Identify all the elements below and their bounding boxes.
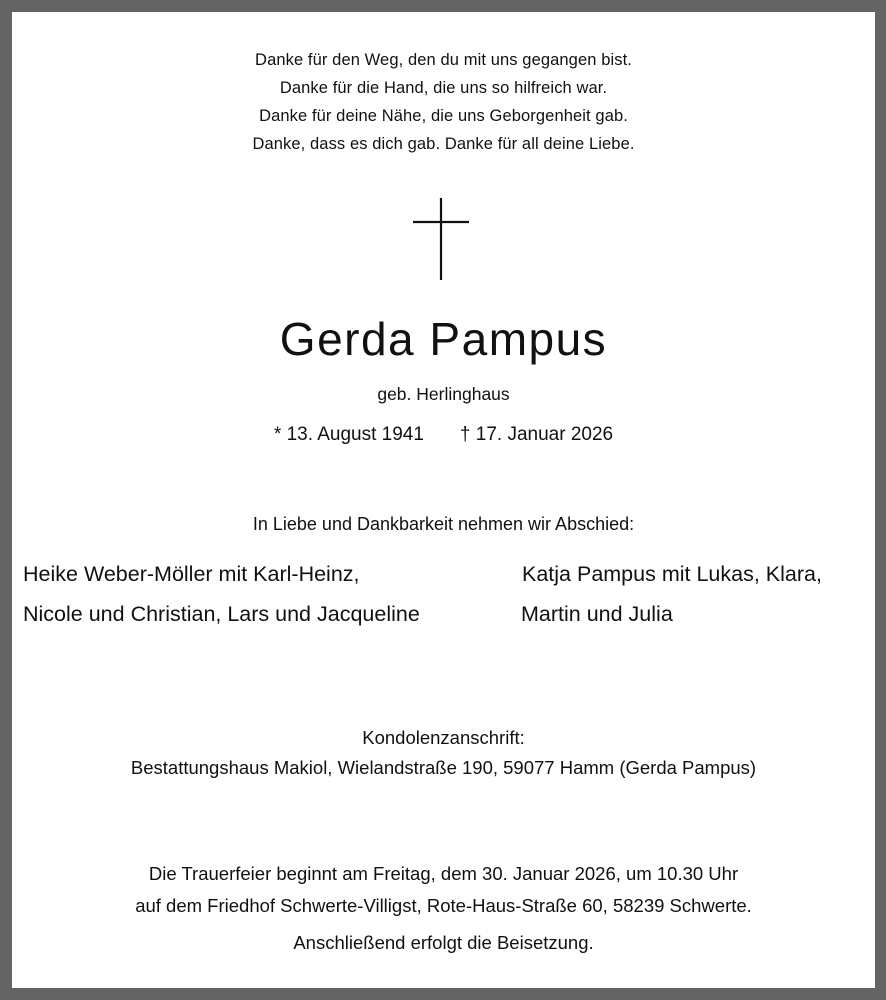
mourners-left-line: Nicole und Christian, Lars und Jacqueline (23, 602, 420, 626)
poem-line: Danke für den Weg, den du mit uns gegangen bist. (255, 51, 632, 69)
obituary-notice (12, 12, 875, 988)
condolence-address: Bestattungshaus Makiol, Wielandstraße 190, 59077 Hamm (Gerda Pampus) (130, 757, 757, 778)
condolence-label: Kondolenzanschrift: (362, 727, 525, 748)
cross-icon (413, 198, 469, 280)
deceased-name: Gerda Pampus (279, 313, 608, 365)
poem-line: Danke für deine Nähe, die uns Geborgenheit gab. (259, 107, 628, 125)
service-line: auf dem Friedhof Schwerte-Villigst, Rote-Haus-Straße 60, 58239 Schwerte. (135, 895, 752, 916)
mourners-left-line: Heike Weber-Möller mit Karl-Heinz, (23, 562, 360, 586)
poem-line: Danke, dass es dich gab. Danke für all deine Liebe. (252, 135, 635, 153)
burial-line: Anschließend erfolgt die Beisetzung. (293, 932, 594, 953)
death-date: † 17. Januar 2026 (459, 424, 614, 445)
life-dates (12, 424, 875, 446)
poem-line: Danke für die Hand, die uns so hilfreich war. (279, 79, 608, 97)
service-line: Die Trauerfeier beginnt am Freitag, dem 30. Januar 2026, um 10.30 Uhr (148, 863, 739, 884)
birth-date: * 13. August 1941 (273, 424, 424, 445)
mourners-right-line: Martin und Julia (521, 602, 673, 626)
mourners-right-line: Katja Pampus mit Lukas, Klara, (522, 562, 822, 586)
mourners-intro: In Liebe und Dankbarkeit nehmen wir Abschied: (252, 514, 635, 534)
birth-name: geb. Herlinghaus (377, 384, 510, 404)
